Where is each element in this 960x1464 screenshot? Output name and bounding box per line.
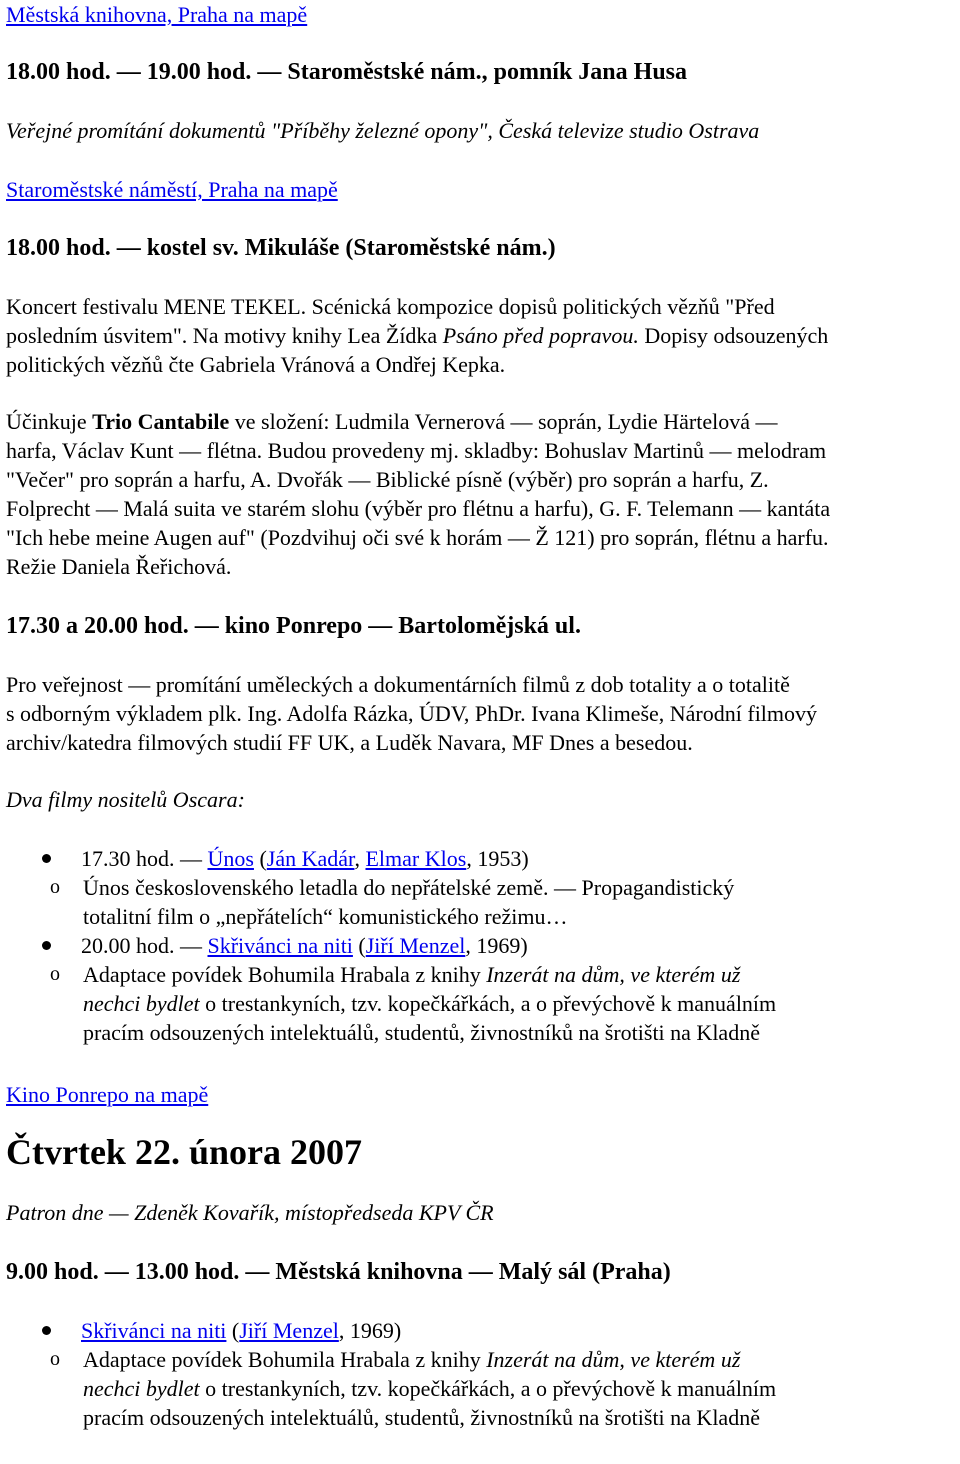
performers-paragraph — [6, 407, 954, 581]
list-item — [6, 873, 954, 931]
concert-paragraph — [6, 292, 954, 379]
trio-name: Trio Cantabile — [92, 409, 230, 434]
film-description — [83, 1345, 954, 1374]
concert-line: politických vězňů čte Gabriela Vránová a Ondřej Kepka. — [6, 352, 506, 377]
circle-bullet-icon: o — [50, 876, 60, 898]
film-description — [83, 989, 954, 1018]
circle-bullet-icon: o — [50, 1348, 60, 1370]
performers-line: "Ich hebe meine Augen auf" (Pozdvihuj oči své k horám — Ž 121) pro soprán, flétnu a harfu. — [6, 525, 829, 550]
film-sublist — [6, 960, 954, 1047]
list-item — [6, 931, 954, 1047]
director-link[interactable]: Jiří Menzel — [239, 1318, 339, 1343]
film-title-link[interactable]: Skřivánci na niti — [207, 933, 353, 958]
performers-text: Účinkuje — [6, 409, 93, 434]
concert-line: Koncert festivalu MENE TEKEL. Scénická kompozice dopisů politických vězňů "Před — [6, 294, 775, 319]
knihovna-heading: 9.00 hod. — 13.00 hod. — Městská knihovna — Malý sál (Praha) — [6, 1259, 671, 1285]
film-title-link[interactable]: Únos — [207, 846, 254, 871]
bullet-icon — [42, 1326, 51, 1335]
film-time: 20.00 hod. — — [81, 933, 208, 958]
performers-line: harfa, Václav Kunt — flétna. Budou provedeny mj. skladby: Bohuslav Martinů — melodram — [6, 438, 827, 463]
film-sublist — [6, 1345, 954, 1432]
list-item — [6, 960, 954, 1047]
film-list — [6, 844, 954, 1047]
film-description: pracím odsouzených intelektuálů, studentů, živnostníků na šrotišti na Kladně — [83, 1020, 760, 1045]
book-title: nechci bydlet — [83, 1376, 200, 1401]
book-title: Psáno před popravou. — [442, 323, 639, 348]
list-item — [6, 844, 954, 931]
ponrepo-map-paragraph — [6, 1080, 954, 1109]
kostel-heading: 18.00 hod. — kostel sv. Mikuláše (Staroměstské nám.) — [6, 235, 556, 261]
separator: , — [354, 846, 366, 871]
kino-heading: 17.30 a 20.00 hod. — kino Ponrepo — Bartolomějská ul. — [6, 613, 581, 639]
separator: ( — [352, 933, 366, 958]
film-year: , 1953) — [466, 846, 529, 871]
book-title: Inzerát na dům, ve kterém už — [486, 1347, 741, 1372]
bullet-icon — [42, 854, 51, 863]
thursday-heading: Čtvrtek 22. února 2007 — [6, 1132, 362, 1172]
film-line — [81, 1316, 954, 1345]
film-sublist — [6, 873, 954, 931]
film-time: 17.30 hod. — — [81, 846, 208, 871]
concert-text: posledním úsvitem". Na motivy knihy Lea Žídka — [6, 323, 443, 348]
book-title: Inzerát na dům, ve kterém už — [486, 962, 741, 987]
film-year: , 1969) — [465, 933, 528, 958]
staromestske-heading: 18.00 hod. — 19.00 hod. — Staroměstské nám., pomník Jana Husa — [6, 59, 688, 85]
film-description: totalitní film o „nepřátelích“ komunistického režimu… — [83, 904, 568, 929]
performers-line — [6, 407, 954, 436]
oscar-films-heading: Dva filmy nositelů Oscara: — [6, 787, 245, 812]
film-description — [83, 960, 954, 989]
staromestske-map-link[interactable]: Staroměstské náměstí, Praha na mapě — [6, 177, 338, 202]
separator: ( — [226, 1318, 240, 1343]
desc-text: Adaptace povídek Bohumila Hrabala z knihy — [83, 962, 487, 987]
public-line: Pro veřejnost — promítání uměleckých a dokumentárních filmů z dob totality a o totalitě — [6, 672, 790, 697]
library-map-link[interactable]: Městská knihovna, Praha na mapě — [6, 2, 308, 27]
film-title-link[interactable]: Skřivánci na niti — [81, 1318, 227, 1343]
film-line — [81, 931, 954, 960]
performers-line: Folprecht — Malá suita ve starém slohu (výběr pro flétnu a harfu), G. F. Telemann — kantáta — [6, 496, 831, 521]
public-line: s odborným výkladem plk. Ing. Adolfa Rázka, ÚDV, PhDr. Ivana Klimeše, Národní filmový — [6, 701, 818, 726]
desc-text: o trestankyních, tzv. kopečkářkách, a o převýchově k manuálním — [199, 991, 777, 1016]
film-list — [6, 1316, 954, 1432]
list-item — [6, 1345, 954, 1432]
film-description: pracím odsouzených intelektuálů, studentů, živnostníků na šrotišti na Kladně — [83, 1405, 760, 1430]
film-description — [83, 1374, 954, 1403]
bullet-icon — [42, 941, 51, 950]
separator: ( — [253, 846, 267, 871]
desc-text: o trestankyních, tzv. kopečkářkách, a o převýchově k manuálním — [199, 1376, 777, 1401]
performers-line: "Večer" pro soprán a harfu, A. Dvořák — Biblické písně (výběr) pro soprán a harfu, Z. — [6, 467, 769, 492]
staromestske-map-paragraph — [6, 175, 954, 204]
circle-bullet-icon: o — [50, 963, 60, 985]
concert-text: Dopisy odsouzených — [638, 323, 829, 348]
performers-line: Režie Daniela Řeřichová. — [6, 554, 232, 579]
list-item — [6, 1316, 954, 1432]
patron-text: Patron dne — Zdeněk Kovařík, místopředseda KPV ČR — [6, 1200, 494, 1225]
director-link[interactable]: Jiří Menzel — [365, 933, 466, 958]
library-map-paragraph — [6, 0, 954, 29]
film-year: , 1969) — [338, 1318, 402, 1343]
performers-text: ve složení: Ludmila Vernerová — soprán, Lydie Härtelová — — [229, 409, 778, 434]
film-description: Únos československého letadla do nepřátelské země. — Propagandistický — [83, 875, 735, 900]
film-line — [81, 844, 954, 873]
public-line: archiv/katedra filmových studií FF UK, a Luděk Navara, MF Dnes a besedou. — [6, 730, 693, 755]
director-link[interactable]: Elmar Klos — [365, 846, 467, 871]
screening-text: Veřejné promítání dokumentů "Příběhy železné opony", Česká televize studio Ostrava — [6, 118, 760, 143]
director-link[interactable]: Ján Kadár — [266, 846, 355, 871]
ponrepo-map-link[interactable]: Kino Ponrepo na mapě — [6, 1082, 209, 1107]
concert-line — [6, 321, 954, 350]
book-title: nechci bydlet — [83, 991, 200, 1016]
public-paragraph — [6, 670, 954, 757]
desc-text: Adaptace povídek Bohumila Hrabala z knihy — [83, 1347, 487, 1372]
